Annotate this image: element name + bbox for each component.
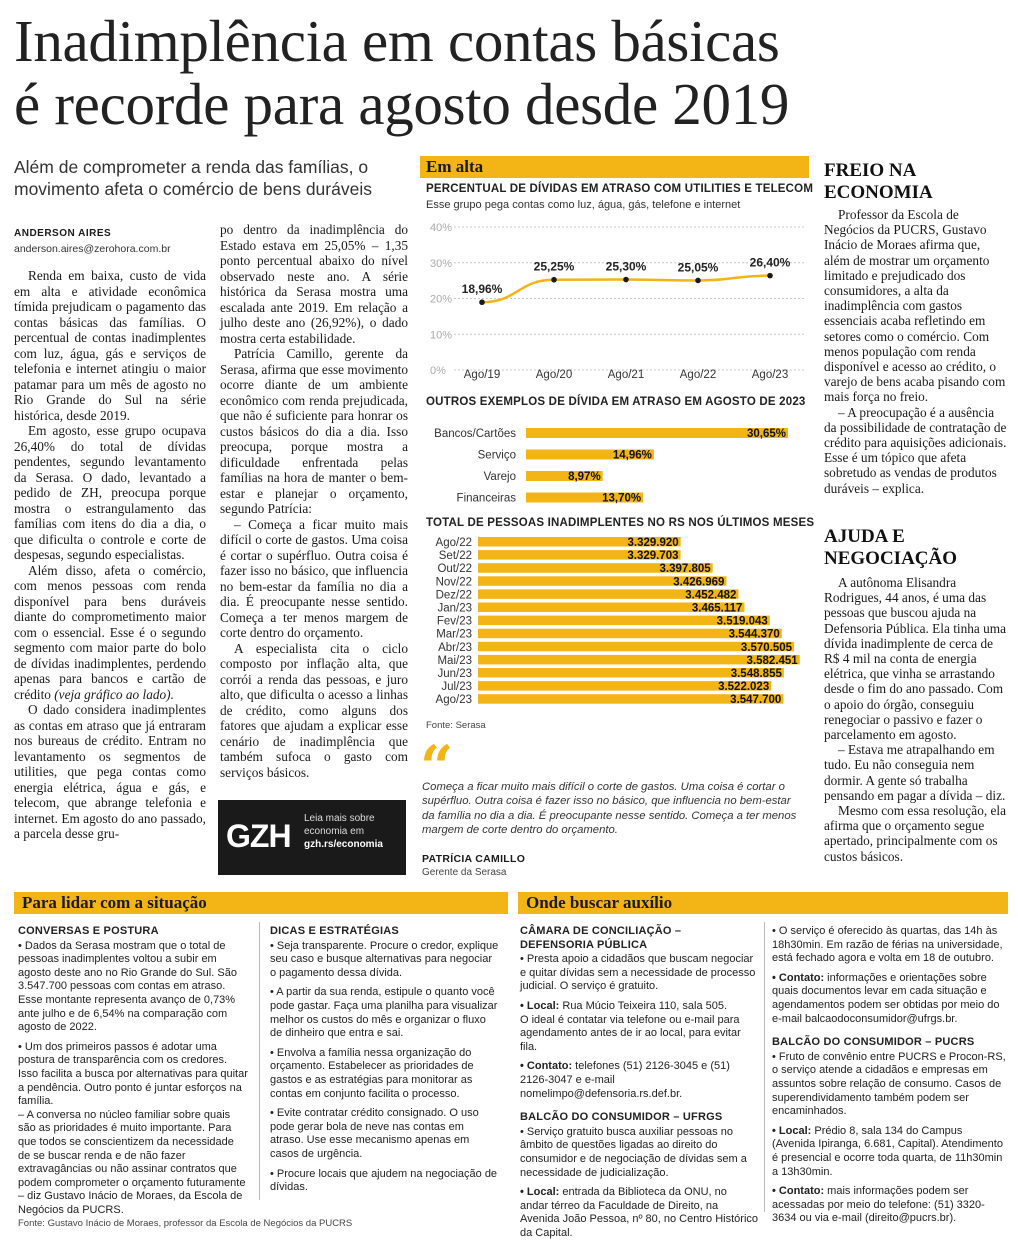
paragraph: – A preocupação é a ausência da possibilidade de contratação de crédito para aquisições adicionais. Esse é um tópico que afeta sobretudo as vendas de produtos duráveis – explica. — [824, 404, 1007, 496]
ajuda-heading: AJUDA E NEGOCIAÇÃO — [824, 526, 958, 569]
paragraph: po dentro da inadimplência do Estado estava em 25,05% – 1,35 ponto percentual abaixo do nível observado neste ano. A série histórica da Serasa mostra uma escalada ante 2019. Em relação a julho deste ano (26,92%), o dado mostra certa estabilidade. — [220, 222, 408, 346]
chart3-data-label: 3.547.700 — [730, 694, 782, 707]
paragraph: A especialista cita o ciclo composto por inflação alta, que corrói a renda das pessoas, e juro alto, que dificulta o acesso a linhas de crédito, como alguns dos fatores que ajudam a explicar esse cenário de inadimplência que também sufoca o gasto com serviços básicos. — [220, 640, 408, 780]
box-paragraph: • Serviço gratuito busca auxiliar pessoas no âmbito de questões ligadas ao direito do consumidor e de negociação de dívidas sem a necessidade de judicialização. — [520, 1125, 747, 1179]
em-alta-label: Em alta — [426, 157, 484, 176]
box-paragraph: • A partir da sua renda, estipule o quanto você pode gastar. Faça uma planilha para visualizar melhor os custos do mês e organizar o fluxo de dinheiro que entra e sai. — [270, 986, 498, 1040]
chart3-category-label: Out/22 — [437, 563, 472, 576]
chart3-data-label: 3.397.805 — [659, 563, 711, 576]
box-heading: BALCÃO DO CONSUMIDOR – PUCRS — [772, 1036, 975, 1049]
box-paragraph: • Envolva a família nessa organização do orçamento. Estabelecer as prioridades de gastos e as estratégias para monitorar as contas em conjunto facilita o processo. — [270, 1046, 474, 1100]
column-divider — [259, 922, 260, 1200]
chart1-data-label: 25,30% — [605, 259, 647, 274]
chart1-subtitle: Esse grupo pega contas como luz, água, gás, telefone e internet — [426, 199, 741, 211]
paragraph: Mesmo com essa resolução, ela afirma que o orçamento segue apertado, principalmente com os custos básicos. — [824, 803, 1007, 864]
chart1-ytick-label: 30% — [430, 257, 453, 270]
box-paragraph: • Fruto de convênio entre PUCRS e Procon-RS, o serviço atende a cidadãos e empresas em assuntos sobre relação de consumo. Casos de superendividamento também podem ser encaminhados. — [772, 1050, 1006, 1118]
headline-line-2: é recorde para agosto desde 2019 — [14, 71, 790, 137]
box-paragraph: • Um dos primeiros passos é adotar uma postura de transparência com os credores. Isso facilita a busca por alternativas para quitar a pendência. Outro ponto é juntar esforços na família. — [18, 1040, 248, 1108]
chart2-category-label: Serviço — [477, 449, 516, 462]
headline — [14, 10, 1004, 136]
chart3-category-label: Abr/23 — [438, 641, 472, 654]
chart2-title: OUTROS EXEMPLOS DE DÍVIDA EM ATRASO EM AGOSTO DE 2023 — [426, 396, 806, 408]
box-paragraph: O ideal é contatar via telefone ou e-mail para agendamento antes de ir ao local, para evitar fila. — [520, 1013, 741, 1053]
chart3-data-label: 3.465.117 — [691, 602, 743, 615]
paragraph: Além disso, afeta o comércio, com menos pessoas com renda disponível para bens duráveis diante do comprometimento maior com o essencial. Esse é o segundo segmento com maior parte do bolo de dívidas inadimplentes, perdendo apenas para bancos e cartão de crédito (veja gráfico ao lado). — [14, 562, 206, 702]
box-paragraph: • Contato: informações e orientações sobre quais documentos levar em cada situação e agendamentos podem ser obtidas por meio do e-mail balcaodoconsumidor@ufrgs.br. — [772, 971, 1000, 1025]
camara-conciliacao-box — [520, 925, 758, 1242]
chart3-data-label: 3.548.855 — [730, 668, 782, 680]
chart3-data-label: 3.522.023 — [718, 681, 770, 694]
chart1-xtick-label: Ago/22 — [679, 369, 717, 381]
chart1-title: PERCENTUAL DE DÍVIDAS EM ATRASO COM UTILITIES E TELECOM — [426, 183, 814, 195]
paragraph: A autônoma Elisandra Rodrigues, 44 anos, é uma das pessoas que buscou ajuda na Defensoria Pública. Ela tinha uma dívida inadimplente de cerca de R$ 4 mil na conta de energia elétrica, que vinha se arrastando desde o fim do ano passado. Com o apoio do órgão, conseguiu renegociar o passivo e fazer o parcelamento em agosto. — [824, 575, 1007, 743]
chart2-category-label: Varejo — [483, 471, 516, 483]
chart1-xtick-label: Ago/20 — [535, 369, 573, 381]
subhead: Além de comprometer a renda das famílias, o movimento afeta o comércio de bens duráveis — [14, 157, 372, 199]
chart1-data-label: 18,96% — [461, 282, 503, 297]
bottom-source: Fonte: Gustavo Inácio de Moraes, professor da Escola de Negócios da PUCRS — [18, 1218, 353, 1229]
chart2-bar-chart — [420, 418, 810, 508]
quote-author: PATRÍCIA CAMILLO — [422, 853, 526, 865]
box-paragraph: • Local: Rua Múcio Teixeira 110, sala 505. — [520, 999, 728, 1012]
chart1-data-label: 26,40% — [749, 255, 791, 270]
chart1-data-label: 25,05% — [677, 260, 719, 275]
chart3-data-label: 3.570.505 — [740, 641, 793, 654]
chart3-data-label: 3.582.451 — [746, 654, 798, 667]
chart3-category-label: Ago/22 — [435, 537, 472, 549]
gzh-logo: GZH — [226, 818, 291, 854]
chart2-data-label: 8,97% — [568, 471, 601, 483]
gzh-link[interactable]: gzh.rs/economia — [304, 839, 383, 850]
box-paragraph: • O serviço é oferecido às quartas, das 14h às 18h30min. Em razão de férias na universidade, está fechado agora e volta em 18 de outubro. — [772, 925, 1003, 965]
box-heading: CONVERSAS E POSTURA — [18, 925, 159, 937]
chart3-title: TOTAL DE PESSOAS INADIMPLENTES NO RS NOS ÚLTIMOS MESES — [426, 517, 815, 529]
box-paragraph: • Local: entrada da Biblioteca da ONU, no andar térreo da Faculdade de Direito, na Avenida João Pessoa, nº 80, no Centro Histórico da Capital. — [520, 1186, 759, 1239]
chart3-data-label: 3.519.043 — [716, 615, 768, 628]
chart3-category-label: Dez/22 — [435, 589, 472, 602]
chart3-data-label: 3.329.703 — [627, 550, 679, 563]
aside-reference: (veja gráfico ao lado). — [54, 686, 174, 702]
paragraph: Professor da Escola de Negócios da PUCRS, Gustavo Inácio de Moraes afirma que, além de mostrar um orçamento limitado e prejudicado dos consumidores, a alta da inadimplência com gastos essenciais acaba refletindo em setores como o comércio. Com menos população com renda disponível e acesso ao crédito, o varejo de bens acaba pisando com mais força no freio. — [824, 207, 1006, 405]
balcao-consumidor-box — [772, 925, 1008, 1232]
article-column-2 — [220, 222, 408, 780]
box-paragraph: – A conversa no núcleo familiar sobre quais são as prioridades é muito importante. Para que todos se conscientizem da necessidade de se buscar renda e de não fazer extravagâncias ou não assinar contratos que podem comprometer o orçamento futuramente – diz Gustavo Inácio de Moraes, da Escola de Negócios da PUCRS. — [18, 1108, 246, 1216]
box-paragraph: • Presta apoio a cidadãos que buscam negociar e quitar dívidas sem a necessidade de processo judicial. O serviço é gratuito. — [520, 953, 756, 993]
chart1-data-point — [767, 273, 773, 279]
box-heading: DICAS E ESTRATÉGIAS — [270, 925, 399, 937]
box-paragraph: • Evite contratar crédito consignado. O uso pode gerar bola de neve nas contas em atraso. Use esse mecanismo apenas em casos de urgência. — [270, 1107, 479, 1160]
gzh-promo-text: Leia mais sobre economia em gzh.rs/economia — [304, 813, 383, 850]
para-lidar-title: Para lidar com a situação — [22, 893, 207, 912]
author-email[interactable]: anderson.aires@zerohora.com.br — [14, 243, 171, 255]
chart2-data-label: 13,70% — [602, 492, 642, 505]
chart3-category-label: Set/22 — [438, 550, 472, 563]
chart2-data-label: 14,96% — [612, 449, 652, 462]
chart1-data-point — [551, 277, 557, 283]
onde-buscar-title: Onde buscar auxílio — [526, 893, 673, 912]
freio-body — [824, 207, 1008, 496]
box-paragraph: • Local: Prédio 8, sala 134 do Campus (Avenida Ipiranga, 6.681, Capital). Atendimento é presencial e ocorre toda quarta, de 11h30min a 13h30min. — [772, 1124, 1003, 1178]
gzh-promo-box[interactable] — [218, 800, 406, 875]
chart3-data-label: 3.426.969 — [673, 576, 725, 589]
box-heading: BALCÃO DO CONSUMIDOR – UFRGS — [520, 1111, 723, 1124]
chart3-category-label: Jan/23 — [437, 602, 472, 615]
box-paragraph: • Dados da Serasa mostram que o total de pessoas inadimplentes voltou a subir em agosto deste ano no Rio Grande do Sul. São 3.547.700 pessoas com contas em atraso. Esse montante representa avanço de 0,73% ante julho e de 6,54% na comparação com agosto de 2022. — [18, 939, 237, 1034]
chart1-xtick-label: Ago/19 — [463, 369, 501, 381]
chart1-ytick-label: 0% — [430, 365, 446, 377]
box-paragraph: • Seja transparente. Procure o credor, explique seu caso e busque alternativas para negociar o pagamento dessa dívida. — [270, 939, 499, 979]
quote-mark-icon: “ — [420, 733, 454, 801]
paragraph: – Começa a ficar muito mais difícil o corte de gastos. Uma coisa é cortar o supérfluo. Outra coisa é fazer isso no básico, que influencia no bem-estar da família no dia a dia. É preocupante nesse sentido. Começa a ter menos margem de corte dentro do orçamento. — [220, 516, 408, 640]
chart1-data-label: 25,25% — [533, 259, 575, 274]
chart3-category-label: Nov/22 — [435, 576, 472, 589]
chart1-data-point — [479, 299, 485, 305]
chart3-category-label: Jun/23 — [437, 668, 472, 680]
chart1-line-chart — [420, 215, 810, 385]
chart1-ytick-label: 10% — [430, 329, 453, 342]
author-name: ANDERSON AIRES — [14, 228, 112, 239]
box-heading: CÂMARA DE CONCILIAÇÃO – DEFENSORIA PÚBLICA — [520, 925, 682, 951]
paragraph: – Estava me atrapalhando em tudo. Eu não conseguia nem dormir. A gente só trabalha pensando em pagar a dívida – diz. — [824, 742, 1006, 803]
column-divider — [764, 922, 765, 1212]
chart3-category-label: Mar/23 — [436, 628, 472, 641]
chart3-category-label: Mai/23 — [437, 654, 472, 667]
article-column-1 — [14, 268, 206, 842]
chart-source: Fonte: Serasa — [426, 720, 486, 731]
chart3-data-label: 3.452.482 — [685, 589, 737, 602]
pull-quote-text: Começa a ficar muito mais difícil o corte de gastos. Uma coisa é cortar o supérfluo. Outra coisa é fazer isso no básico, que influencia no bem-estar da família no dia a dia. É preocupante nesse sentido. Começa a ter menos margem de corte dentro do orçamento. — [422, 781, 797, 836]
ajuda-body — [824, 575, 1008, 864]
box-paragraph: • Procure locais que ajudem na negociação de dívidas. — [270, 1167, 498, 1194]
chart3-category-label: Fev/23 — [436, 615, 472, 628]
quote-author-role: Gerente da Serasa — [422, 867, 507, 878]
box-paragraph: • Contato: telefones (51) 2126-3045 e (51) 2126-3047 e e-mail nomelimpo@defensoria.rs.def.br. — [520, 1060, 730, 1100]
chart1-xtick-label: Ago/23 — [751, 369, 789, 381]
chart1-data-point — [695, 278, 701, 284]
chart2-category-label: Financeiras — [456, 492, 516, 505]
paragraph: Em agosto, esse grupo ocupava 26,40% do total de dívidas pendentes, segundo levantamento da Serasa. O dado, levantado a pedido de ZH, preocupa porque mostra o estrangulamento das famílias com itens do dia a dia, o que dificulta o controle e corte de despesas, segundo especialistas. — [14, 423, 206, 562]
chart1-ytick-label: 40% — [430, 222, 453, 234]
chart1-xtick-label: Ago/21 — [607, 369, 645, 381]
headline-line-1: Inadimplência em contas básicas — [14, 8, 780, 74]
paragraph: Renda em baixa, custo de vida em alta e atividade econômica tímida prejudicam o pagamento das contas básicas das famílias. O percentual de contas inadimplentes com luz, água, gás e serviços de telefonia e internet atingiu o maior patamar para um mês de agosto no Rio Grande do Sul na série histórica, desde 2019. — [14, 268, 206, 423]
chart3-data-label: 3.544.370 — [728, 628, 780, 641]
box-paragraph: • Contato: mais informações podem ser acessadas por meio do telefone: (51) 3320-3634 ou via e-mail (direito@pucrs.br). — [772, 1185, 985, 1225]
freio-heading: FREIO NA ECONOMIA — [824, 160, 933, 203]
chart1-data-point — [623, 277, 629, 283]
dicas-estrategias-box — [270, 925, 500, 1201]
chart1-ytick-label: 20% — [430, 293, 453, 306]
paragraph: O dado considera inadimplentes as contas em atraso que já entraram nos bureaus de crédito. Entram no levantamento os segmentos de utilities, que pega contas como energia elétrica, água e gás, e telecom, que abrange telefonia e internet. Em agosto do ano passado, a parcela desse gru- — [14, 702, 206, 841]
chart3-bar-chart — [420, 533, 810, 718]
chart3-category-label: Ago/23 — [435, 694, 472, 707]
chart3-category-label: Jul/23 — [441, 681, 472, 694]
chart2-category-label: Bancos/Cartões — [434, 428, 516, 440]
conversas-postura-box — [18, 925, 248, 1223]
paragraph: Patrícia Camillo, gerente da Serasa, afirma que esse movimento ocorre diante de um ambiente econômico com renda prejudicada, que não é suficiente para honrar os custos básicos do dia a dia. Isso preocupa, porque mostra a dificuldade enfrentada pelas famílias na hora de manter o bem-estar e planejar o orçamento, segundo Patrícia: — [220, 346, 408, 516]
chart2-data-label: 30,65% — [746, 428, 787, 440]
chart3-data-label: 3.329.920 — [627, 537, 679, 549]
